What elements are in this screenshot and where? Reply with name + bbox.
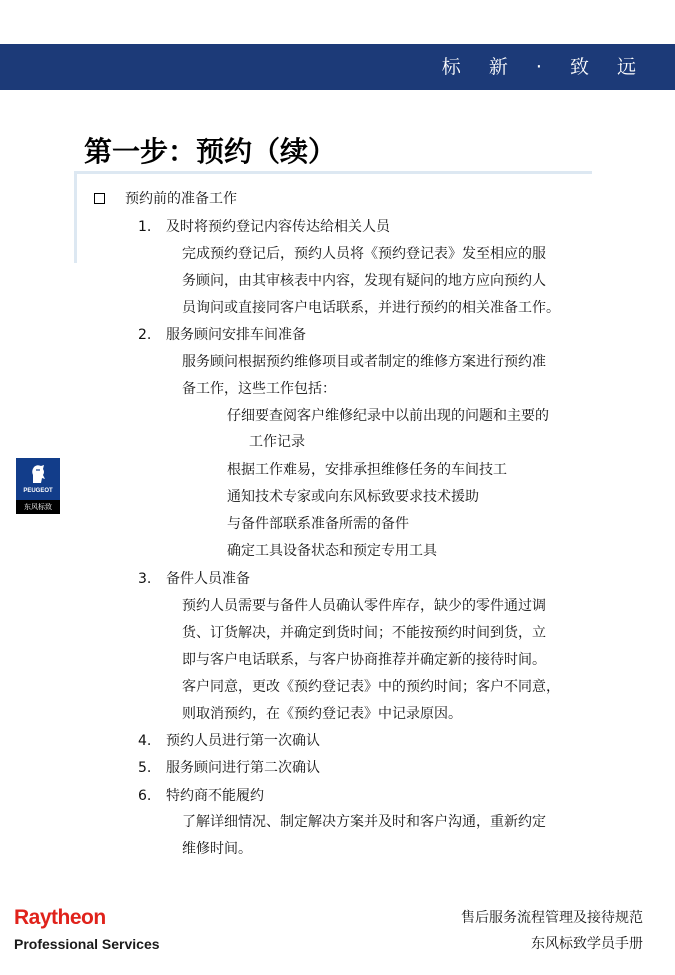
list-item-label: 服务顾问进行第二次确认 bbox=[166, 760, 320, 776]
header-slogan: 标 新 · 致 远 bbox=[441, 56, 647, 78]
list-item-number: 1. bbox=[138, 219, 152, 235]
list-item-desc: 则取消预约，在《预约登记表》中记录原因。 bbox=[182, 706, 462, 722]
list-item-number: 2. bbox=[138, 327, 152, 343]
page-title: 第一步：预约（续） bbox=[84, 135, 337, 168]
list-item-number: 3. bbox=[138, 571, 152, 587]
list-item-desc: 服务顾问根据预约维修项目或者制定的维修方案进行预约准 bbox=[182, 354, 546, 370]
list-item-desc: 客户同意，更改《预约登记表》中的预约时间；客户不同意， bbox=[182, 679, 560, 695]
sub-item: 仔细要查阅客户维修纪录中以前出现的问题和主要的 bbox=[227, 408, 549, 424]
peugeot-lion-icon bbox=[25, 461, 51, 487]
list-item-desc: 员询问或直接同客户电话联系，并进行预约的相关准备工作。 bbox=[182, 300, 560, 316]
section-heading bbox=[94, 189, 237, 209]
list-item-number: 6. bbox=[138, 788, 152, 804]
list-item-title bbox=[138, 731, 320, 751]
title-underline bbox=[74, 171, 592, 174]
list-item-desc: 货、订货解决，并确定到货时间；不能按预约时间到货，立 bbox=[182, 625, 546, 641]
logo-subtitle-text: 东风标致 bbox=[16, 500, 60, 514]
footer-division: Professional Services bbox=[14, 936, 160, 952]
sub-item: 根据工作难易，安排承担维修任务的车间技工 bbox=[227, 462, 507, 478]
list-item-label: 特约商不能履约 bbox=[166, 788, 264, 804]
sub-item: 与备件部联系准备所需的备件 bbox=[227, 516, 409, 532]
sub-item: 确定工具设备状态和预定专用工具 bbox=[227, 543, 437, 559]
list-item-label: 服务顾问安排车间准备 bbox=[166, 327, 306, 343]
list-item-desc: 备工作，这些工作包括： bbox=[182, 381, 336, 397]
list-item-title bbox=[138, 217, 390, 237]
raytheon-logo: Raytheon bbox=[14, 906, 106, 929]
logo-brand-text: PEUGEOT bbox=[23, 488, 53, 494]
list-item-label: 及时将预约登记内容传达给相关人员 bbox=[166, 219, 390, 235]
list-item-title bbox=[138, 786, 264, 806]
list-item-desc: 预约人员需要与备件人员确认零件库存，缺少的零件通过调 bbox=[182, 598, 546, 614]
list-item-label: 备件人员准备 bbox=[166, 571, 250, 587]
list-item-title bbox=[138, 758, 320, 778]
list-item-number: 5. bbox=[138, 760, 152, 776]
list-item-desc: 维修时间。 bbox=[182, 841, 252, 857]
list-item-title bbox=[138, 325, 306, 345]
list-item-desc: 了解详细情况、制定解决方案并及时和客户沟通，重新约定 bbox=[182, 814, 546, 830]
checkbox-bullet-icon bbox=[94, 193, 105, 204]
section-label: 预约前的准备工作 bbox=[125, 191, 237, 207]
list-item-desc: 完成预约登记后，预约人员将《预约登记表》发至相应的服 bbox=[182, 246, 546, 262]
list-item-title bbox=[138, 569, 250, 589]
list-item-label: 预约人员进行第一次确认 bbox=[166, 733, 320, 749]
peugeot-logo bbox=[16, 458, 60, 514]
sub-item: 通知技术专家或向东风标致要求技术援助 bbox=[227, 489, 479, 505]
footer-doc-title: 售后服务流程管理及接待规范 bbox=[461, 910, 643, 926]
title-side-rule bbox=[74, 171, 77, 263]
list-item-number: 4. bbox=[138, 733, 152, 749]
header-banner bbox=[0, 44, 675, 90]
sub-item: 工作记录 bbox=[249, 434, 305, 450]
footer-doc-subtitle: 东风标致学员手册 bbox=[531, 936, 643, 952]
list-item-desc: 即与客户电话联系，与客户协商推荐并确定新的接待时间。 bbox=[182, 652, 546, 668]
list-item-desc: 务顾问，由其审核表中内容，发现有疑问的地方应向预约人 bbox=[182, 273, 546, 289]
